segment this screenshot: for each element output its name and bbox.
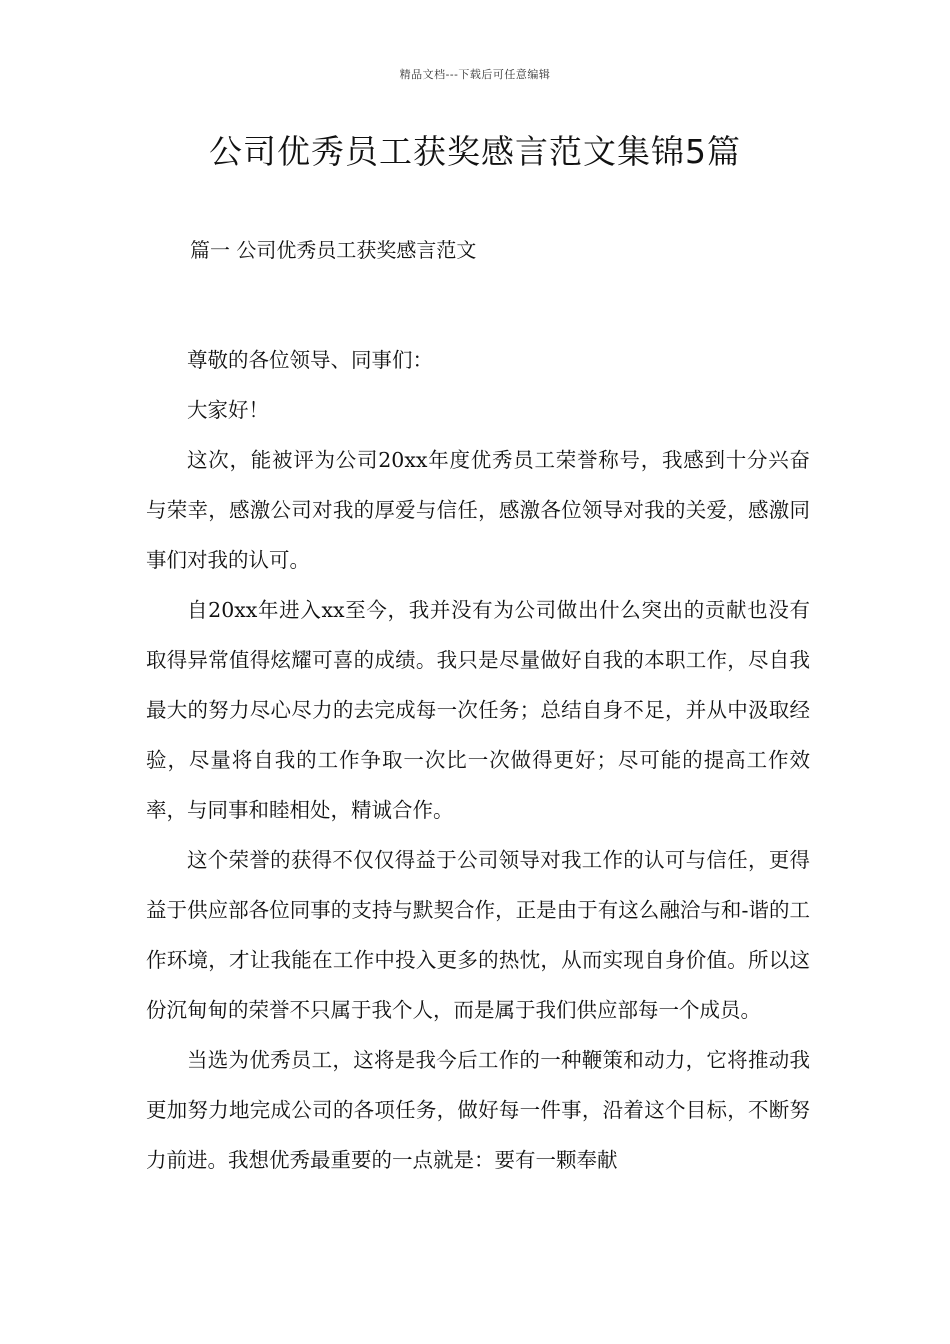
paragraph: 这次，能被评为公司20xx年度优秀员工荣誉称号，我感到十分兴奋与荣幸，感激公司对我的厚爱与信任，感激各位领导对我的关爱，感激同事们对我的认可。 — [146, 448, 810, 572]
paragraph: 自20xx年进入xx至今，我并没有为公司做出什么突出的贡献也没有取得异常值得炫耀可喜的成绩。我只是尽量做好自我的本职工作，尽自我最大的努力尽心尽力的去完成每一次任务；总结自身不足，并从中汲取经验，尽量将自我的工作争取一次比一次做得更好；尽可能的提高工作效率，与同事和睦相处，精诚合作。 — [146, 598, 810, 822]
document-body — [146, 335, 810, 1185]
paragraph: 当选为优秀员工，这将是我今后工作的一种鞭策和动力，它将推动我更加努力地完成公司的各项任务，做好每一件事，沿着这个目标，不断努力前进。我想优秀最重要的一点就是：要有一颗奉献 — [146, 1048, 810, 1172]
paragraph: 这个荣誉的获得不仅仅得益于公司领导对我工作的认可与信任，更得益于供应部各位同事的支持与默契合作，正是由于有这么融洽与和-谐的工作环境，才让我能在工作中投入更多的热忱，从而实现自身价值。所以这份沉甸甸的荣誉不只属于我个人，而是属于我们供应部每一个成员。 — [146, 848, 810, 1022]
section-heading: 篇一 公司优秀员工获奖感言范文 — [190, 238, 477, 262]
paragraph-salutation: 尊敬的各位领导、同事们： — [187, 348, 433, 372]
paragraph-greeting: 大家好！ — [187, 398, 269, 422]
header-note: 精品文档---下载后可任意编辑 — [399, 68, 551, 81]
document-title: 公司优秀员工获奖感言范文集锦5篇 — [209, 132, 741, 171]
